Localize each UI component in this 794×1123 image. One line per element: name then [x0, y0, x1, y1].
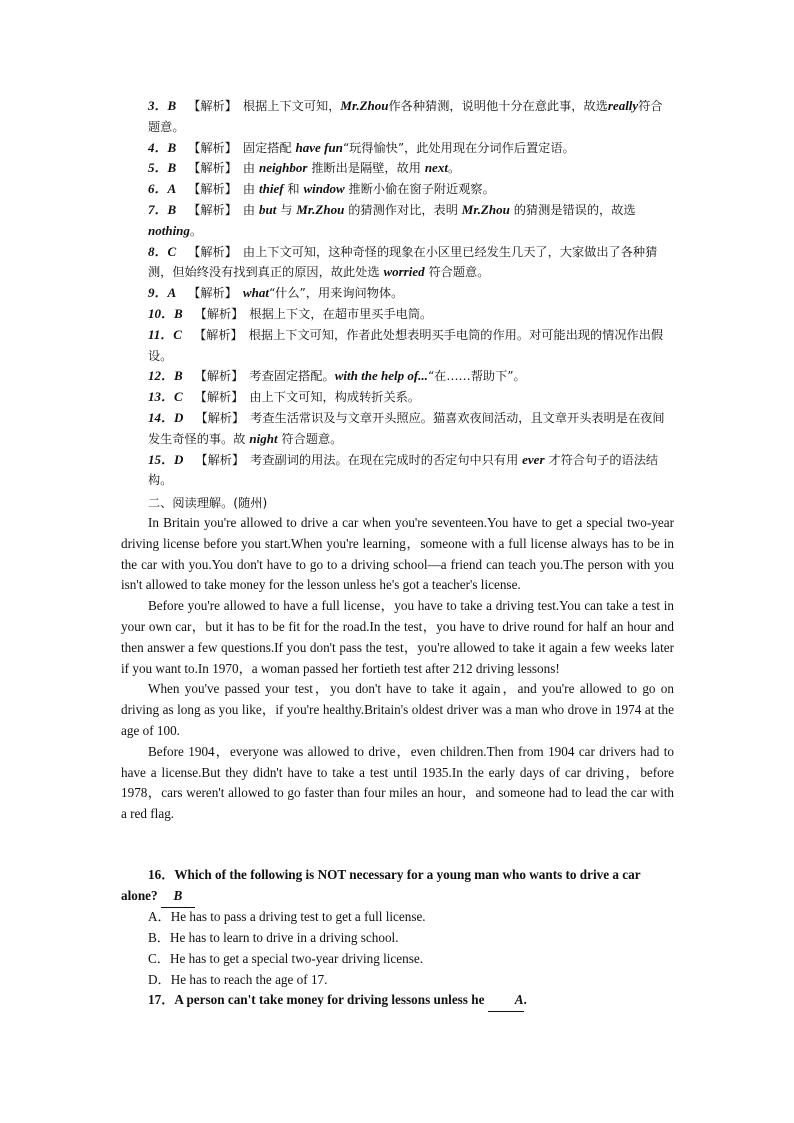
analysis-tag: 【解析】 — [188, 286, 237, 301]
answer-number: 6．A — [148, 181, 177, 197]
answer-blank: B — [161, 886, 195, 908]
question-16 — [121, 865, 674, 908]
answer-number: 14．D — [148, 409, 184, 425]
answer-number: 4．B — [148, 139, 177, 155]
answer-number: 12．B — [148, 368, 183, 384]
explanation-text: 作各种猜测，说明他十分在意此事，故选 — [388, 99, 608, 113]
keyword: ever — [522, 451, 545, 467]
explanation-text: 和 — [283, 182, 304, 197]
keyword: Mr.Zhou — [340, 98, 389, 113]
answer-item — [121, 283, 674, 304]
keyword: what — [242, 285, 269, 301]
explanation-text: 才符合句子的语法结构。 — [148, 452, 659, 488]
passage-paragraph: Before 1904，everyone was allowed to drive，even children.Then from 1904 car drivers had to have a license.But they didn't have to take a test until 1935.In the early days of car driving，before 1978，cars weren't allowed to go faster than four miles an hour，and someone had to lead the car with a red flag. — [121, 743, 674, 822]
answer-item — [121, 242, 674, 284]
explanation-text: 与 — [276, 202, 297, 217]
explanation-text: 根据上下文可知，作者此处想表明买手电筒的作用。对可能出现的情况作出假设。 — [148, 327, 664, 363]
question-16-line2: alone? B — [121, 886, 674, 908]
answer-explanations — [121, 96, 674, 491]
passage-paragraph: Before you're allowed to have a full license，you have to take a driving test.You can take a test in your own car，but it has to be fit for the road.In the test，you have to drive round for half an hour and then answer a few questions.If you don't pass the test，you're allowed to take it again a few weeks later if you want to.In 1970，a woman passed her fortieth test after 212 driving lessons! — [121, 598, 674, 676]
answer-number: 9．A — [148, 285, 177, 301]
option-b: B．He has to learn to drive in a driving school. — [148, 930, 399, 945]
option-a: A．He has to pass a driving test to get a full license. — [148, 909, 426, 924]
answer-item — [121, 96, 674, 138]
analysis-tag: 【解析】 — [194, 390, 244, 405]
keyword: have fun — [295, 139, 343, 155]
answer-number: 13．C — [148, 389, 183, 405]
question-16-line1: 16．Which of the following is NOT necessary for a young man who wants to drive a car — [148, 867, 641, 882]
explanation-text: 由 — [242, 182, 259, 197]
keyword: night — [249, 430, 278, 446]
reading-passage — [121, 513, 674, 825]
keyword: Mr.Zhou — [461, 201, 510, 217]
keyword: Mr.Zhou — [296, 201, 345, 217]
explanation-text: 。 — [447, 161, 461, 176]
answer-item — [121, 179, 674, 200]
answer-item — [121, 387, 674, 408]
answer-item — [121, 325, 674, 367]
explanation-text: “在……帮助下”。 — [427, 369, 526, 384]
explanation-text: 由 — [242, 161, 259, 176]
explanation-text: 根据上下文可知， — [242, 99, 341, 113]
answer-item — [121, 304, 674, 325]
explanation-text: 。 — [189, 223, 203, 238]
keyword: window — [303, 181, 345, 197]
analysis-tag: 【解析】 — [188, 182, 237, 197]
section-title: 二、阅读理解。(随州) — [148, 496, 268, 510]
question-17-line: 17．A person can't take money for driving lessons unless he A. — [121, 990, 674, 1012]
answer-item — [121, 138, 674, 159]
explanation-text: “什么”，用来询问物体。 — [268, 286, 404, 301]
explanation-text: 推断小偷在窗子附近观察。 — [344, 182, 495, 197]
question-16-options — [121, 906, 701, 990]
analysis-tag: 【解析】 — [194, 369, 244, 384]
keyword: nothing — [148, 222, 190, 238]
answer-item — [121, 366, 674, 387]
option-d: D．He has to reach the age of 17. — [148, 972, 328, 987]
keyword: neighbor — [258, 160, 308, 176]
explanation-text: 符合题意。 — [424, 265, 490, 280]
passage-paragraph: When you've passed your test，you don't have to take it again，and you're allowed to go on driving as long as you like，if you're healthy.Britain's oldest driver was a man who drove in 1974 at the age of 100. — [121, 681, 674, 738]
explanation-text: 考查固定搭配。 — [249, 369, 335, 384]
answer-item — [121, 158, 674, 179]
answer-number: 3．B — [148, 98, 177, 113]
explanation-text: 由 — [242, 202, 259, 217]
analysis-tag: 【解析】 — [188, 202, 237, 217]
keyword: with the help of... — [334, 368, 428, 384]
explanation-text: 的猜测是错误的，故选 — [509, 202, 636, 217]
analysis-tag: 【解析】 — [188, 161, 237, 176]
answer-item — [121, 450, 674, 492]
answer-number: 7．B — [148, 201, 177, 217]
keyword: next — [424, 160, 448, 176]
answer-number: 8．C — [148, 243, 177, 259]
answer-number: 11．C — [148, 326, 182, 342]
answer-item — [121, 408, 674, 450]
explanation-text: 推断出是隔壁，故用 — [307, 161, 425, 176]
keyword: thief — [258, 181, 284, 197]
keyword: really — [607, 98, 639, 113]
explanation-text: 符合题意。 — [277, 431, 343, 446]
explanation-text: 符合题意。 — [148, 99, 663, 134]
keyword: but — [258, 201, 277, 217]
analysis-tag: 【解析】 — [188, 140, 237, 155]
analysis-tag: 【解析】 — [195, 410, 245, 425]
explanation-text: 的猜测作对比，表明 — [344, 202, 462, 217]
option-c: C．He has to get a special two-year driving license. — [148, 951, 424, 966]
explanation-text: 固定搭配 — [242, 140, 296, 155]
explanation-text: 考查生活常识及与文章开头照应。猫喜欢夜间活动，且文章开头表明是在夜间发生奇怪的事。故 — [148, 410, 665, 446]
answer-number: 5．B — [148, 160, 177, 176]
explanation-text: 由上下文可知，这种奇怪的现象在小区里已经发生几天了，大家做出了各种猜测，但始终没有找到真正的原因，故此处选 — [148, 244, 658, 280]
answer-number: 10．B — [148, 305, 183, 321]
explanation-text: 由上下文可知，构成转折关系。 — [249, 390, 421, 405]
passage-paragraph: In Britain you're allowed to drive a car when you're seventeen.You have to get a special two-year driving license before you start.When you're learning，someone with a full license always has to be in the car with you.You don't have to go to a driving school—a friend can teach you.The person with you isn't allowed to take money for the lesson unless he's got a teacher's license. — [121, 515, 674, 593]
analysis-tag: 【解析】 — [188, 244, 237, 259]
analysis-tag: 【解析】 — [194, 306, 244, 321]
explanation-text: 根据上下文，在超市里买手电筒。 — [249, 306, 433, 321]
answer-item — [121, 200, 674, 242]
analysis-tag: 【解析】 — [193, 327, 243, 342]
analysis-tag: 【解析】 — [195, 452, 245, 467]
explanation-text: 考查副词的用法。在现在完成时的否定句中只有用 — [250, 452, 523, 467]
answer-number: 15．D — [148, 451, 184, 467]
analysis-tag: 【解析】 — [188, 99, 237, 113]
explanation-text: “玩得愉快”，此处用现在分词作后置定语。 — [342, 140, 575, 155]
answer-blank: A — [488, 990, 524, 1012]
question-17 — [121, 990, 674, 1012]
keyword: worried — [383, 264, 425, 280]
